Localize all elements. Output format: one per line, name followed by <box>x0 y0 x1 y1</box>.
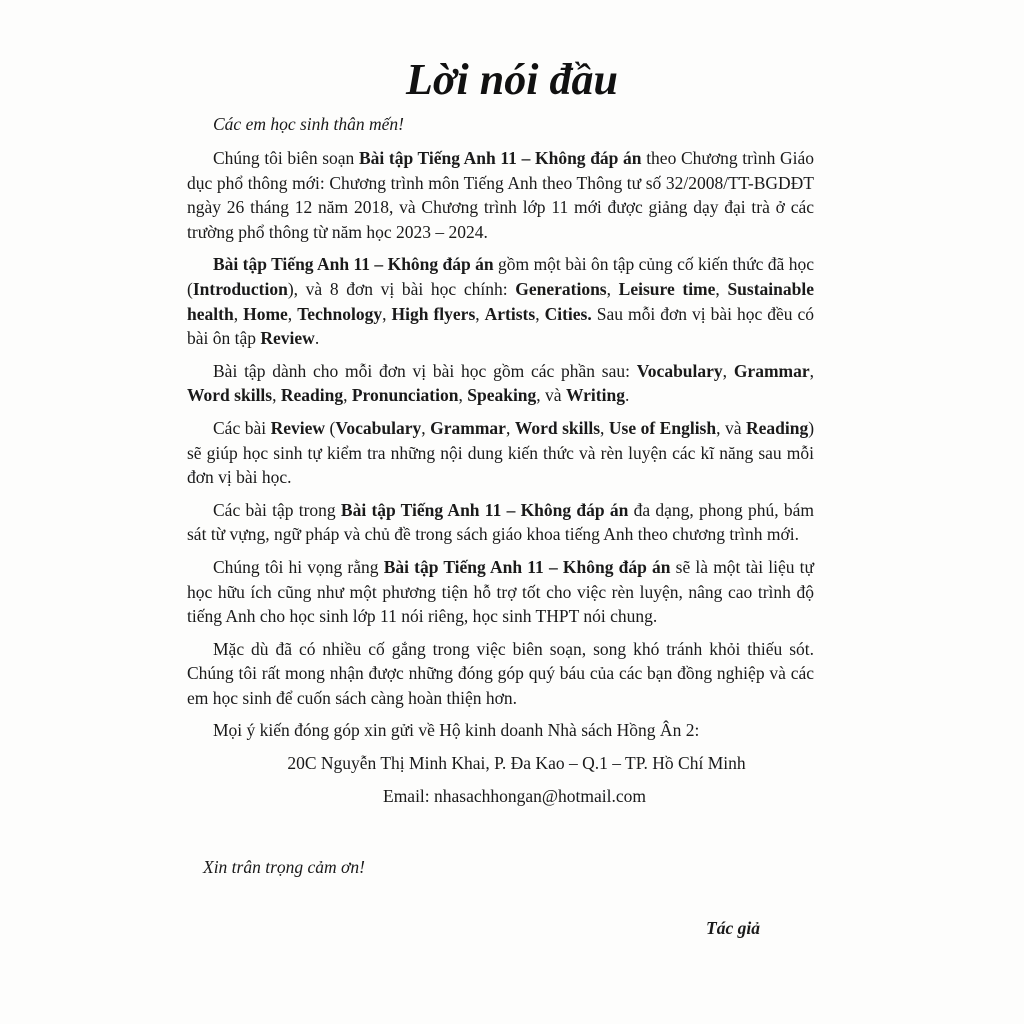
book-title: Bài tập Tiếng Anh 11 – Không đáp án <box>358 148 642 168</box>
text: , <box>421 417 431 438</box>
greeting: Các em học sinh thân mến! <box>213 114 405 134</box>
section-use-of-english: Use of English <box>608 417 717 438</box>
section-word-skills: Word skills <box>187 385 273 406</box>
unit-generations: Generations <box>515 278 607 299</box>
text: , <box>809 360 814 381</box>
section-vocabulary: Vocabulary <box>335 417 422 438</box>
text: , <box>475 303 485 324</box>
section-word-skills: Word skills <box>514 417 601 438</box>
text: Các bài tập trong <box>213 499 341 520</box>
section-writing: Writing <box>565 385 625 406</box>
paragraph-1-text-a: Chúng tôi biên soạn <box>213 148 359 168</box>
text: đa dạng, phong phú, bám sát từ vựng, ngữ pháp và chủ đề trong sách giáo khoa tiếng Anh theo chương trình mới. <box>187 499 814 545</box>
text: , <box>382 303 392 324</box>
section-grammar: Grammar <box>430 417 506 438</box>
text: ), và 8 đơn vị bài học chính: <box>287 278 516 299</box>
paragraph-4 <box>187 416 814 490</box>
unit-cities: Cities. <box>544 303 592 324</box>
review: Review <box>260 328 315 349</box>
book-title: Bài tập Tiếng Anh 11 – Không đáp án <box>383 556 671 577</box>
page-title: Lời nói đầu <box>406 55 618 104</box>
section-speaking: Speaking <box>467 385 537 406</box>
contact-email: Email: nhasachhongan@hotmail.com <box>383 785 646 806</box>
text: , <box>272 385 281 406</box>
paragraph-7: Mặc dù đã có nhiều cố gắng trong việc biên soạn, song khó tránh khỏi thiếu sót. Chúng tôi rất mong nhận được những đóng góp quý báu của các bạn đồng nghiệp và các em học sinh để cuốn sách càng hoàn thiện hơn. <box>187 638 814 708</box>
unit-home: Home <box>243 303 288 324</box>
section-grammar: Grammar <box>733 360 810 381</box>
text: ) sẽ giúp học sinh tự kiểm tra những nội dung kiến thức và rèn luyện các kĩ năng sau mỗi đơn vị bài học. <box>187 417 815 488</box>
unit-leisure-time: Leisure time <box>618 278 716 299</box>
text: . <box>314 328 320 349</box>
text: , <box>233 303 244 324</box>
section-reading: Reading <box>745 417 809 438</box>
contact-address: 20C Nguyễn Thị Minh Khai, P. Đa Kao – Q.1 – TP. Hồ Chí Minh <box>287 753 746 774</box>
contact-intro: Mọi ý kiến đóng góp xin gửi về Hộ kinh doanh Nhà sách Hồng Ân 2: <box>213 720 700 741</box>
unit-artists: Artists <box>484 303 536 324</box>
paragraph-5 <box>187 498 814 547</box>
closing-thanks: Xin trân trọng cảm ơn! <box>203 857 365 877</box>
text: , <box>722 360 734 381</box>
text: Sau mỗi đơn vị bài học đều có bài ôn tập <box>187 303 815 349</box>
document-body <box>187 146 814 816</box>
unit-sustainable-health: Sustainable health <box>187 278 814 324</box>
text: , <box>535 303 545 324</box>
book-title: Bài tập Tiếng Anh 11 – Không đáp án <box>213 254 494 275</box>
text: Chúng tôi hi vọng rằng <box>213 556 384 577</box>
text: , <box>715 278 728 299</box>
review: Review <box>270 417 326 438</box>
text: . <box>624 385 630 406</box>
text: ( <box>325 417 336 438</box>
text: , và <box>536 385 566 406</box>
paragraph-1 <box>187 146 814 244</box>
paragraph-2 <box>187 252 814 350</box>
text: , <box>505 417 515 438</box>
text: , <box>343 385 352 406</box>
unit-introduction: Introduction <box>192 278 288 299</box>
text: , và <box>716 417 746 438</box>
unit-technology: Technology <box>297 303 383 324</box>
author-signature: Tác giả <box>706 918 760 938</box>
paragraph-1-text-c: theo Chương trình Giáo dục phổ thông mới: Chương trình môn Tiếng Anh theo Thông tư số 32/2008/TT-BGDĐT ngày 26 tháng 12 năm 2018, và Chương trình lớp 11 mới được giảng dạy đại trà ở các trường phổ thông từ năm học 2023 – 2024. <box>187 148 814 242</box>
text: sẽ là một tài liệu tự học hữu ích cũng như một phương tiện hỗ trợ tốt cho việc rèn luyện, nâng cao trình độ tiếng Anh cho học sinh lớp 11 nói riêng, học sinh THPT nói chung. <box>187 556 814 627</box>
text: , <box>606 278 619 299</box>
unit-high-flyers: High flyers <box>391 303 476 324</box>
paragraph-3 <box>187 359 814 408</box>
book-title: Bài tập Tiếng Anh 11 – Không đáp án <box>340 499 629 520</box>
text: Bài tập dành cho mỗi đơn vị bài học gồm các phần sau: <box>213 360 637 381</box>
paragraph-6 <box>187 555 814 629</box>
section-vocabulary: Vocabulary <box>636 360 723 381</box>
text: , <box>287 303 298 324</box>
section-reading: Reading <box>280 385 344 406</box>
text: , <box>458 385 468 406</box>
text: Các bài <box>213 417 271 438</box>
section-pronunciation: Pronunciation <box>351 385 459 406</box>
text: , <box>600 417 609 438</box>
text: gồm một bài ôn tập củng cố kiến thức đã học ( <box>187 254 814 299</box>
